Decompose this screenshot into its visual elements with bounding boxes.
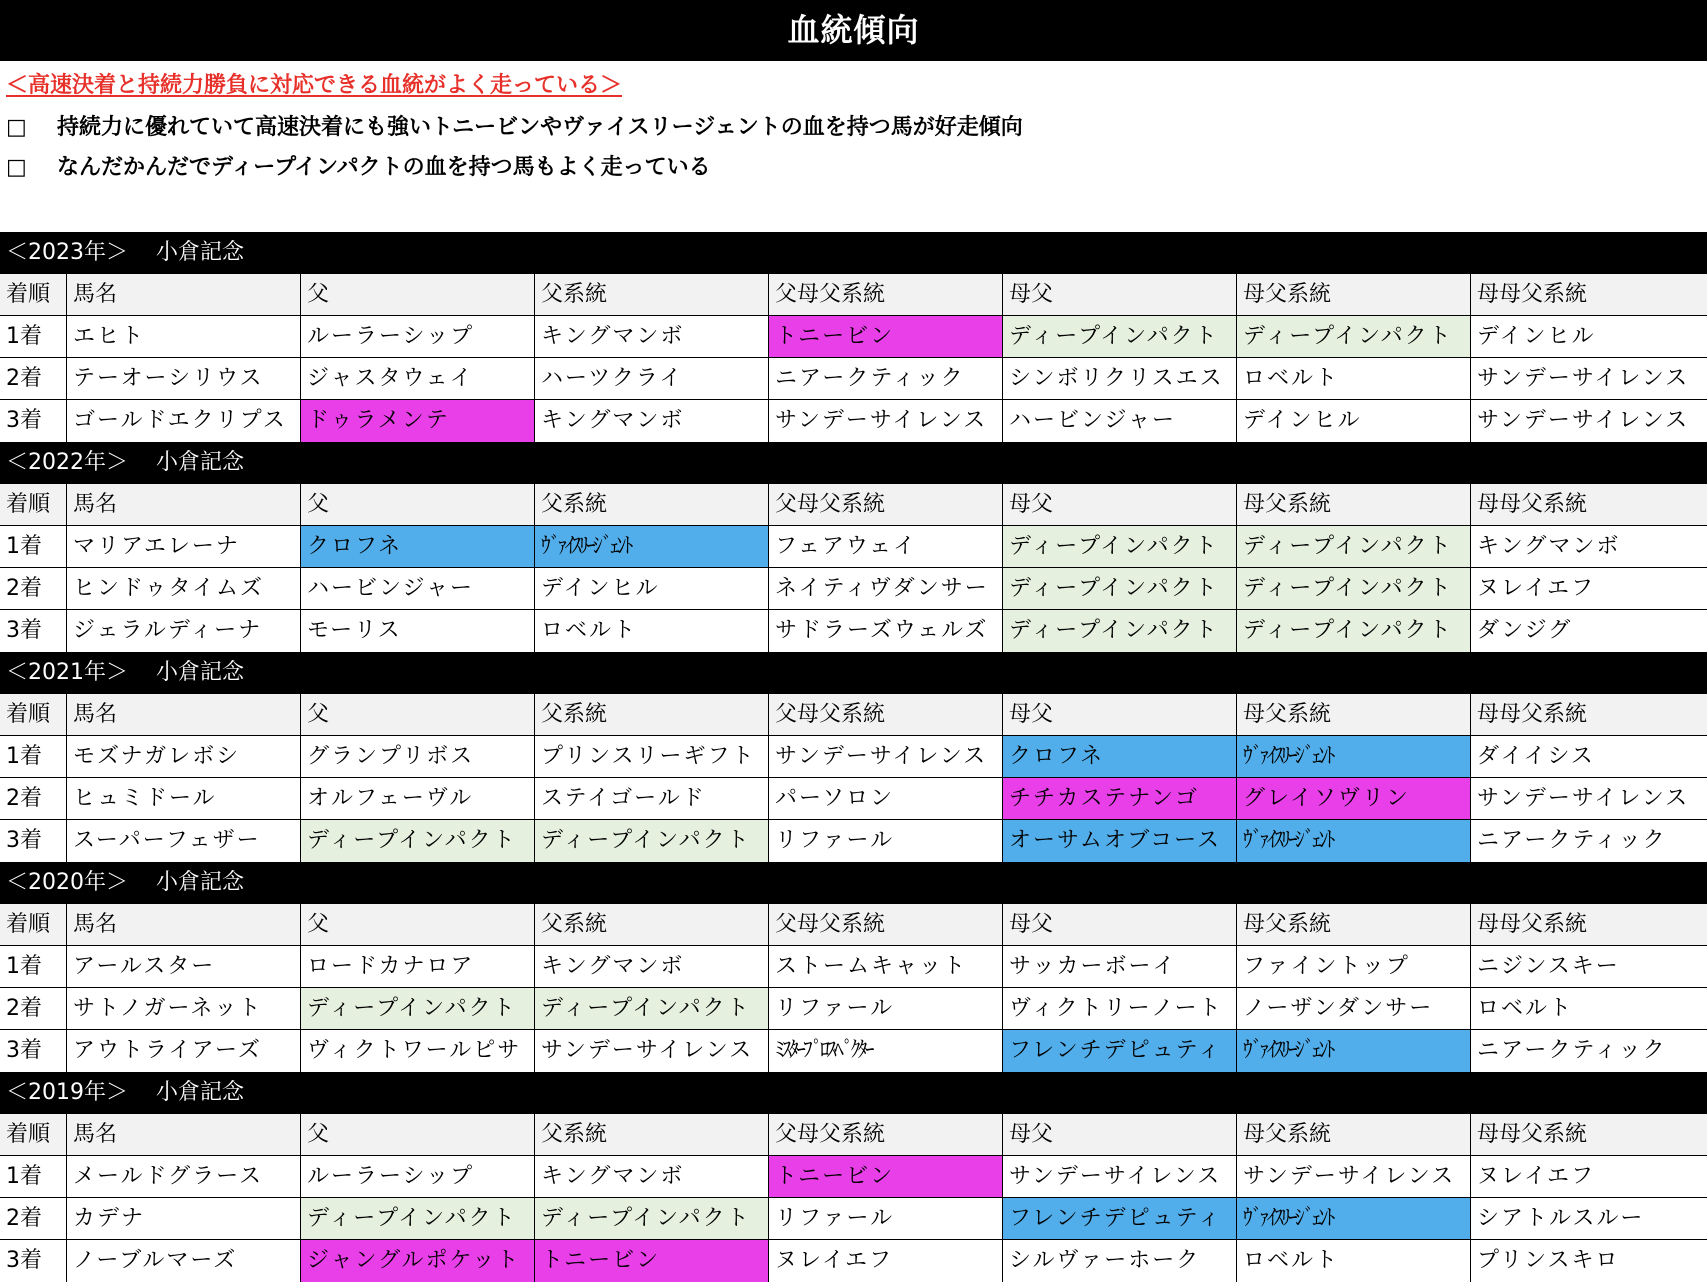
cell-sire-line: ハーツクライ xyxy=(535,358,769,399)
cell-dam-dam-sire-line: シアトルスルー xyxy=(1477,1206,1645,1231)
cell-sire: ロードカナロア xyxy=(301,946,535,987)
column-header-sire-dam-sire-line: 父母父系統 xyxy=(769,274,1003,315)
cell-sire: ヴィクトワールピサ xyxy=(301,1030,535,1072)
cell-sire-dam-sire-line xyxy=(769,1030,1003,1072)
cell-sire-line: ディープインパクト xyxy=(535,1198,769,1239)
cell-text: ｳﾞｧｲｽﾘｰｼﾞｪﾝﾄ xyxy=(1243,1038,1333,1063)
cell-finish: 2着 xyxy=(0,1198,67,1239)
column-header-horse-name: 馬名 xyxy=(67,904,301,945)
cell-sire: ドゥラメンテ xyxy=(301,400,535,442)
cell-sire-dam-sire-line: トニービン xyxy=(769,1156,1003,1197)
cell-dam-sire-line xyxy=(1237,1030,1471,1072)
race-table xyxy=(0,904,1707,1072)
cell-horse-name: ジェラルディーナ xyxy=(67,610,301,652)
column-header-horse-name: 馬名 xyxy=(67,274,301,315)
column-header-sire: 父 xyxy=(301,274,535,315)
cell-horse-name: メールドグラース xyxy=(67,1156,301,1197)
note-item xyxy=(6,110,1023,141)
column-header-dam-sire: 母父 xyxy=(1003,694,1237,735)
cell-sire: ハービンジャー xyxy=(301,568,535,609)
note-text: なんだかんだでディープインパクトの血を持つ馬もよく走っている xyxy=(57,155,711,180)
cell-sire: ルーラーシップ xyxy=(301,1156,535,1197)
cell-finish: 2着 xyxy=(0,568,67,609)
page-subtitle: ＜高速決着と持続力勝負に対応できる血統がよく走っている＞ xyxy=(6,73,623,98)
table-row xyxy=(0,400,1707,442)
cell-dam-dam-sire-line: ダイイシス xyxy=(1477,744,1595,769)
cell-sire-line: ステイゴールド xyxy=(535,778,769,819)
race-header xyxy=(0,1072,1707,1114)
cell-finish: 3着 xyxy=(0,820,67,862)
cell-finish: 1着 xyxy=(0,316,67,357)
cell-dam-sire: ハービンジャー xyxy=(1003,400,1237,442)
cell-horse-name: サトノガーネット xyxy=(67,988,301,1029)
cell-finish: 3着 xyxy=(0,1030,67,1072)
race-table xyxy=(0,1114,1707,1282)
column-header-horse-name: 馬名 xyxy=(67,1114,301,1155)
cell-sire-dam-sire-line: ヌレイエフ xyxy=(769,1240,1003,1282)
cell-dam-sire-line xyxy=(1237,736,1471,777)
table-row xyxy=(0,526,1707,568)
race-year: ＜2019年＞ xyxy=(6,1080,128,1105)
cell-horse-name: カデナ xyxy=(67,1198,301,1239)
column-header-horse-name: 馬名 xyxy=(67,694,301,735)
cell-finish: 1着 xyxy=(0,736,67,777)
column-header-sire-line: 父系統 xyxy=(535,274,769,315)
cell-dam-dam-sire-line: キングマンボ xyxy=(1477,534,1621,559)
cell-dam-sire-line: デインヒル xyxy=(1237,400,1471,442)
column-header-sire-dam-sire-line: 父母父系統 xyxy=(769,904,1003,945)
cell-sire-line: ディープインパクト xyxy=(535,988,769,1029)
page-title: 血統傾向 xyxy=(0,0,1707,61)
cell-text: ｳﾞｧｲｽﾘｰｼﾞｪﾝﾄ xyxy=(1243,744,1333,769)
note-item xyxy=(6,150,711,181)
cell-sire-dam-sire-line: サンデーサイレンス xyxy=(769,400,1003,442)
cell-sire-line: トニービン xyxy=(535,1240,769,1282)
column-header-dam-sire-line: 母父系統 xyxy=(1237,694,1471,735)
column-header-sire-line: 父系統 xyxy=(535,904,769,945)
column-header-sire: 父 xyxy=(301,904,535,945)
column-header-sire-line: 父系統 xyxy=(535,484,769,525)
cell-dam-sire-line: ディープインパクト xyxy=(1237,316,1471,357)
cell-dam-sire: クロフネ xyxy=(1003,736,1237,777)
cell-dam-dam-sire-line: サンデーサイレンス xyxy=(1477,408,1690,433)
cell-sire-dam-sire-line: リファール xyxy=(769,1198,1003,1239)
cell-sire: ジャングルポケット xyxy=(301,1240,535,1282)
column-header-sire: 父 xyxy=(301,1114,535,1155)
cell-horse-name: ヒンドゥタイムズ xyxy=(67,568,301,609)
cell-sire-line: プリンスリーギフト xyxy=(535,736,769,777)
cell-sire-line: キングマンボ xyxy=(535,400,769,442)
cell-dam-dam-sire-line: ニアークティック xyxy=(1477,1038,1667,1063)
race-table xyxy=(0,484,1707,652)
column-header-sire: 父 xyxy=(301,694,535,735)
cell-dam-sire-line: グレイソヴリン xyxy=(1237,778,1471,819)
cell-finish: 1着 xyxy=(0,526,67,567)
cell-finish: 3着 xyxy=(0,610,67,652)
table-row xyxy=(0,568,1707,610)
cell-dam-sire: ディープインパクト xyxy=(1003,526,1237,567)
cell-sire-dam-sire-line: リファール xyxy=(769,988,1003,1029)
race-header xyxy=(0,652,1707,694)
cell-sire-dam-sire-line: フェアウェイ xyxy=(769,526,1003,567)
race-year: ＜2020年＞ xyxy=(6,870,128,895)
cell-dam-sire: オーサムオブコース xyxy=(1003,820,1237,862)
race-table xyxy=(0,274,1707,442)
cell-finish: 3着 xyxy=(0,1240,67,1282)
cell-text: ｳﾞｧｲｽﾘｰｼﾞｪﾝﾄ xyxy=(1243,1206,1333,1231)
cell-dam-sire-line: ディープインパクト xyxy=(1237,610,1471,652)
cell-finish: 2着 xyxy=(0,358,67,399)
cell-dam-sire-line: ロベルト xyxy=(1237,1240,1471,1282)
table-row xyxy=(0,820,1707,862)
cell-dam-sire: サッカーボーイ xyxy=(1003,946,1237,987)
race-name: 小倉記念 xyxy=(156,240,245,265)
cell-sire: ディープインパクト xyxy=(301,988,535,1029)
cell-text: ｳﾞｧｲｽﾘｰｼﾞｪﾝﾄ xyxy=(541,534,631,559)
column-header-dam-dam-sire-line: 母母父系統 xyxy=(1471,484,1707,525)
cell-text: ﾐｽﾀｰﾌﾟﾛｽﾍﾟｸﾀｰ xyxy=(775,1038,872,1063)
cell-horse-name: エヒト xyxy=(67,316,301,357)
cell-dam-sire: チチカステナンゴ xyxy=(1003,778,1237,819)
cell-sire: グランプリボス xyxy=(301,736,535,777)
cell-horse-name: ゴールドエクリプス xyxy=(67,400,301,442)
cell-dam-sire-line: ファイントップ xyxy=(1237,946,1471,987)
cell-sire: ディープインパクト xyxy=(301,820,535,862)
column-header-dam-dam-sire-line: 母母父系統 xyxy=(1471,1114,1707,1155)
column-header-finish: 着順 xyxy=(0,1114,67,1155)
cell-horse-name: ノーブルマーズ xyxy=(67,1240,301,1282)
column-header-sire-dam-sire-line: 父母父系統 xyxy=(769,484,1003,525)
race-year: ＜2021年＞ xyxy=(6,660,128,685)
table-row xyxy=(0,316,1707,358)
cell-dam-sire-line xyxy=(1237,1198,1471,1239)
race-year: ＜2023年＞ xyxy=(6,240,128,265)
column-header-dam-sire-line: 母父系統 xyxy=(1237,274,1471,315)
race-header xyxy=(0,862,1707,904)
column-header-sire-dam-sire-line: 父母父系統 xyxy=(769,1114,1003,1155)
cell-dam-dam-sire-line: ニジンスキー xyxy=(1477,954,1620,979)
cell-horse-name: アウトライアーズ xyxy=(67,1030,301,1072)
cell-dam-sire: ディープインパクト xyxy=(1003,316,1237,357)
cell-sire-line: サンデーサイレンス xyxy=(535,1030,769,1072)
checkbox-icon: □ xyxy=(6,115,27,140)
cell-sire: ディープインパクト xyxy=(301,1198,535,1239)
cell-sire: オルフェーヴル xyxy=(301,778,535,819)
cell-sire-dam-sire-line: ネイティヴダンサー xyxy=(769,568,1003,609)
cell-horse-name: ヒュミドール xyxy=(67,778,301,819)
cell-sire-dam-sire-line: リファール xyxy=(769,820,1003,862)
cell-sire-dam-sire-line: サドラーズウェルズ xyxy=(769,610,1003,652)
cell-dam-sire: シンボリクリスエス xyxy=(1003,358,1237,399)
cell-horse-name: マリアエレーナ xyxy=(67,526,301,567)
cell-finish: 3着 xyxy=(0,400,67,442)
cell-dam-dam-sire-line: プリンスキロ xyxy=(1477,1248,1620,1273)
column-header-dam-dam-sire-line: 母母父系統 xyxy=(1471,694,1707,735)
cell-sire-line: ロベルト xyxy=(535,610,769,652)
cell-sire-line: デインヒル xyxy=(535,568,769,609)
race-name: 小倉記念 xyxy=(156,450,245,475)
race-table xyxy=(0,694,1707,862)
column-header-dam-sire: 母父 xyxy=(1003,484,1237,525)
table-row xyxy=(0,778,1707,820)
column-header-dam-sire-line: 母父系統 xyxy=(1237,904,1471,945)
table-row xyxy=(0,1156,1707,1198)
race-year: ＜2022年＞ xyxy=(6,450,128,475)
cell-sire-line xyxy=(535,526,769,567)
column-header-sire-line: 父系統 xyxy=(535,694,769,735)
cell-dam-sire-line: ディープインパクト xyxy=(1237,526,1471,567)
cell-sire-line: キングマンボ xyxy=(535,946,769,987)
cell-dam-sire-line: ディープインパクト xyxy=(1237,568,1471,609)
column-header-finish: 着順 xyxy=(0,694,67,735)
cell-dam-sire: シルヴァーホーク xyxy=(1003,1240,1237,1282)
column-header-finish: 着順 xyxy=(0,274,67,315)
cell-dam-dam-sire-line: サンデーサイレンス xyxy=(1477,786,1690,811)
cell-finish: 1着 xyxy=(0,1156,67,1197)
cell-dam-dam-sire-line: ヌレイエフ xyxy=(1477,1164,1596,1189)
note-text: 持続力に優れていて高速決着にも強いトニービンやヴァイスリージェントの血を持つ馬が好走傾向 xyxy=(57,115,1023,140)
table-header-row xyxy=(0,484,1707,526)
cell-sire: ジャスタウェイ xyxy=(301,358,535,399)
column-header-dam-sire-line: 母父系統 xyxy=(1237,484,1471,525)
column-header-sire-line: 父系統 xyxy=(535,1114,769,1155)
table-row xyxy=(0,988,1707,1030)
cell-dam-sire-line xyxy=(1237,820,1471,862)
cell-dam-dam-sire-line: サンデーサイレンス xyxy=(1477,366,1690,391)
column-header-sire: 父 xyxy=(301,484,535,525)
table-header-row xyxy=(0,904,1707,946)
race-tables xyxy=(0,232,1707,1282)
table-row xyxy=(0,1240,1707,1282)
checkbox-icon: □ xyxy=(6,155,27,180)
column-header-dam-sire-line: 母父系統 xyxy=(1237,1114,1471,1155)
cell-dam-sire: ディープインパクト xyxy=(1003,610,1237,652)
column-header-finish: 着順 xyxy=(0,484,67,525)
cell-horse-name: アールスター xyxy=(67,946,301,987)
cell-sire-line: ディープインパクト xyxy=(535,820,769,862)
column-header-finish: 着順 xyxy=(0,904,67,945)
cell-sire-dam-sire-line: パーソロン xyxy=(769,778,1003,819)
race-name: 小倉記念 xyxy=(156,1080,245,1105)
table-row xyxy=(0,610,1707,652)
cell-finish: 2着 xyxy=(0,778,67,819)
cell-sire-dam-sire-line: サンデーサイレンス xyxy=(769,736,1003,777)
cell-sire-dam-sire-line: トニービン xyxy=(769,316,1003,357)
cell-dam-sire: サンデーサイレンス xyxy=(1003,1156,1237,1197)
cell-dam-dam-sire-line: ヌレイエフ xyxy=(1477,576,1596,601)
column-header-horse-name: 馬名 xyxy=(67,484,301,525)
cell-sire-dam-sire-line: ストームキャット xyxy=(769,946,1003,987)
cell-dam-sire-line: ノーザンダンサー xyxy=(1237,988,1471,1029)
table-header-row xyxy=(0,694,1707,736)
table-row xyxy=(0,1030,1707,1072)
column-header-sire-dam-sire-line: 父母父系統 xyxy=(769,694,1003,735)
column-header-dam-sire: 母父 xyxy=(1003,904,1237,945)
cell-dam-dam-sire-line: ダンジグ xyxy=(1477,618,1573,643)
race-header xyxy=(0,442,1707,484)
table-header-row xyxy=(0,1114,1707,1156)
column-header-dam-sire: 母父 xyxy=(1003,274,1237,315)
cell-dam-sire: フレンチデピュティ xyxy=(1003,1030,1237,1072)
race-header xyxy=(0,232,1707,274)
cell-text: ｳﾞｧｲｽﾘｰｼﾞｪﾝﾄ xyxy=(1243,828,1333,853)
cell-horse-name: モズナガレボシ xyxy=(67,736,301,777)
cell-dam-sire: フレンチデピュティ xyxy=(1003,1198,1237,1239)
race-name: 小倉記念 xyxy=(156,660,245,685)
cell-finish: 2着 xyxy=(0,988,67,1029)
cell-dam-dam-sire-line: デインヒル xyxy=(1477,324,1596,349)
table-row xyxy=(0,1198,1707,1240)
cell-dam-sire-line: ロベルト xyxy=(1237,358,1471,399)
column-header-dam-sire: 母父 xyxy=(1003,1114,1237,1155)
column-header-dam-dam-sire-line: 母母父系統 xyxy=(1471,274,1707,315)
table-row xyxy=(0,736,1707,778)
cell-sire: ルーラーシップ xyxy=(301,316,535,357)
cell-dam-sire: ディープインパクト xyxy=(1003,568,1237,609)
cell-finish: 1着 xyxy=(0,946,67,987)
cell-dam-dam-sire-line: ニアークティック xyxy=(1477,828,1667,853)
cell-sire: クロフネ xyxy=(301,526,535,567)
column-header-dam-dam-sire-line: 母母父系統 xyxy=(1471,904,1707,945)
cell-sire-line: キングマンボ xyxy=(535,1156,769,1197)
cell-horse-name: スーパーフェザー xyxy=(67,820,301,862)
cell-sire: モーリス xyxy=(301,610,535,652)
cell-dam-sire-line: サンデーサイレンス xyxy=(1237,1156,1471,1197)
cell-sire-dam-sire-line: ニアークティック xyxy=(769,358,1003,399)
cell-dam-sire: ヴィクトリーノート xyxy=(1003,988,1237,1029)
cell-dam-dam-sire-line: ロベルト xyxy=(1477,996,1574,1021)
race-name: 小倉記念 xyxy=(156,870,245,895)
table-row xyxy=(0,946,1707,988)
table-header-row xyxy=(0,274,1707,316)
cell-sire-line: キングマンボ xyxy=(535,316,769,357)
cell-horse-name: テーオーシリウス xyxy=(67,358,301,399)
table-row xyxy=(0,358,1707,400)
